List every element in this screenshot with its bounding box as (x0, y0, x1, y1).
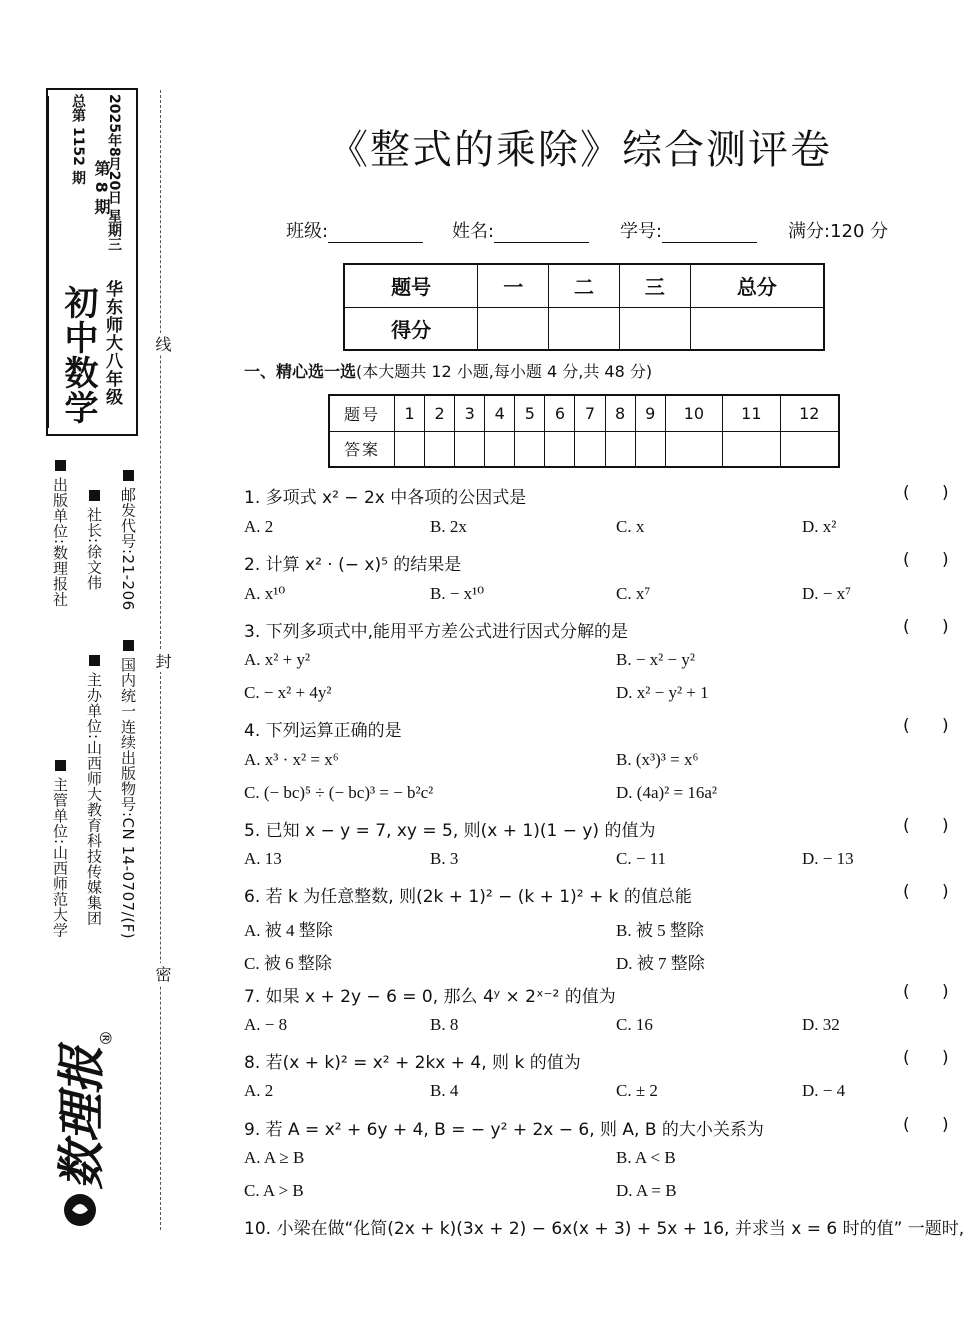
question-stem: 3. 下列多项式中,能用平方差公式进行因式分解的是 (244, 622, 629, 642)
bullet-icon (123, 470, 134, 481)
option[interactable]: A. x³ · x² = x⁶ (244, 750, 339, 769)
option[interactable]: B. − x² − y² (616, 650, 695, 669)
answer-number: 11 (723, 395, 780, 431)
answer-number: 6 (545, 395, 575, 431)
answer-number: 1 (395, 395, 425, 431)
answer-cell[interactable] (395, 431, 425, 467)
student-id-field[interactable]: 学号: (620, 217, 757, 243)
score-cell[interactable] (478, 307, 549, 350)
option[interactable]: B. A < B (616, 1148, 676, 1167)
question-stem: 6. 若 k 为任意整数, 则(2k + 1)² − (k + 1)² + k 的值总能 (244, 887, 692, 907)
masthead-edition: 华东师大八年级 (102, 280, 122, 406)
answer-paren[interactable]: ( ) (903, 882, 949, 902)
masthead-total-issue: 总第 1152 期 (70, 94, 86, 185)
bullet-icon (89, 655, 100, 666)
option[interactable]: A. x¹⁰ (244, 584, 286, 603)
option[interactable]: C. x⁷ (616, 584, 651, 603)
score-cell[interactable] (549, 307, 620, 350)
cut-mark: 封 (151, 650, 174, 672)
answer-paren[interactable]: ( ) (903, 617, 949, 637)
bullet-icon (89, 490, 100, 501)
answer-number: 2 (425, 395, 455, 431)
question-stem: 10. 小梁在做“化简(2x + k)(3x + 2) − 6x(x + 3) + 5x + 16, 并求当 x = 6 时的值” 一题时, (244, 1219, 965, 1239)
svg-text:数理报: 数理报 (54, 1045, 110, 1190)
option[interactable]: B. 4 (430, 1081, 459, 1100)
answer-table (328, 394, 840, 468)
option[interactable]: A. x² + y² (244, 650, 311, 669)
score-header-cell: 一 (478, 264, 549, 307)
answer-paren[interactable]: ( ) (903, 816, 949, 836)
answer-row-label: 答案 (329, 431, 395, 467)
question-stem: 1. 多项式 x² − 2x 中各项的公因式是 (244, 488, 527, 508)
option[interactable]: C. x (616, 517, 645, 536)
class-field[interactable]: 班级: (286, 217, 423, 243)
score-row-label: 得分 (344, 307, 478, 350)
option[interactable]: A. A ≥ B (244, 1148, 305, 1167)
score-header-cell: 二 (549, 264, 620, 307)
option[interactable]: A. 13 (244, 849, 282, 868)
option[interactable]: C. − 11 (616, 849, 667, 868)
answer-paren[interactable]: ( ) (903, 982, 949, 1002)
masthead-date: 2025年8月20日 星期三 (106, 94, 122, 252)
section-note: (本大题共 12 小题,每小题 4 分,共 48 分) (356, 362, 653, 381)
answer-paren[interactable]: ( ) (903, 1048, 949, 1068)
answer-number: 8 (605, 395, 635, 431)
answer-paren[interactable]: ( ) (903, 550, 949, 570)
answer-paren[interactable]: ( ) (903, 716, 949, 736)
answer-number: 7 (575, 395, 605, 431)
answer-cell[interactable] (723, 431, 780, 467)
question-stem: 9. 若 A = x² + 6y + 4, B = − y² + 2x − 6, 则 A, B 的大小关系为 (244, 1120, 764, 1140)
section-title: 一、精心选一选 (244, 362, 357, 381)
option[interactable]: A. 2 (244, 1081, 274, 1100)
answer-number: 12 (780, 395, 839, 431)
answer-cell[interactable] (780, 431, 839, 467)
publisher-line: 出版单位:数理报社 (50, 460, 71, 607)
answer-cell[interactable] (425, 431, 455, 467)
answer-cell[interactable] (545, 431, 575, 467)
answer-paren[interactable]: ( ) (903, 483, 949, 503)
masthead-issue-no: 第 8 期 (92, 160, 111, 215)
option[interactable]: B. 被 5 整除 (616, 921, 704, 940)
answer-cell[interactable] (605, 431, 635, 467)
option[interactable]: D. − 13 (802, 849, 854, 868)
newspaper-logo (40, 1000, 120, 1230)
masthead-bar (46, 96, 49, 428)
score-header-cell: 总分 (690, 264, 824, 307)
bullet-icon (55, 760, 66, 771)
option[interactable]: B. 3 (430, 849, 459, 868)
publisher-line: 主管单位:山西师范大学 (50, 760, 71, 938)
question-stem: 8. 若(x + k)² = x² + 2kx + 4, 则 k 的值为 (244, 1053, 581, 1073)
answer-number: 3 (455, 395, 485, 431)
svg-text:®: ® (96, 1030, 115, 1046)
cut-mark: 密 (151, 963, 174, 985)
option[interactable]: B. 2x (430, 517, 467, 536)
answer-number: 10 (665, 395, 722, 431)
score-table (343, 263, 825, 351)
score-header-cell: 三 (619, 264, 690, 307)
option[interactable]: C. ± 2 (616, 1081, 658, 1100)
answer-header-label: 题号 (329, 395, 395, 431)
publisher-line: 邮发代号:21-206 (118, 470, 139, 611)
score-cell[interactable] (619, 307, 690, 350)
cut-mark: 线 (151, 333, 174, 355)
option[interactable]: A. 2 (244, 517, 274, 536)
option[interactable]: B. − x¹⁰ (430, 584, 485, 603)
score-header-cell: 题号 (344, 264, 478, 307)
question-stem: 5. 已知 x − y = 7, xy = 5, 则(x + 1)(1 − y) 的值为 (244, 821, 656, 841)
answer-paren[interactable]: ( ) (903, 1115, 949, 1135)
answer-number: 4 (485, 395, 515, 431)
full-score: 满分:120 分 (788, 221, 889, 242)
option[interactable]: A. − 8 (244, 1015, 288, 1034)
option[interactable]: D. x² (802, 517, 837, 536)
answer-cell[interactable] (485, 431, 515, 467)
answer-cell[interactable] (665, 431, 722, 467)
option[interactable]: D. 被 7 整除 (616, 954, 705, 973)
option[interactable]: C. − x² + 4y² (244, 683, 332, 702)
option[interactable]: D. A = B (616, 1181, 677, 1200)
publisher-line: 社长:徐文伟 (84, 490, 105, 590)
question-stem: 4. 下列运算正确的是 (244, 721, 402, 741)
option[interactable]: D. − 4 (802, 1081, 846, 1100)
score-cell[interactable] (690, 307, 824, 350)
option[interactable]: D. x² − y² + 1 (616, 683, 709, 702)
publisher-line: 主办单位:山西师大教育科技传媒集团 (84, 655, 105, 926)
name-field[interactable]: 姓名: (452, 217, 589, 243)
answer-cell[interactable] (635, 431, 665, 467)
option[interactable]: C. A > B (244, 1181, 304, 1200)
option[interactable]: B. (x³)³ = x⁶ (616, 750, 699, 769)
bullet-icon (55, 460, 66, 471)
section-heading (244, 359, 652, 382)
publisher-line: 国内统一连续出版物号:CN 14-0707/(F) (118, 640, 139, 939)
option[interactable]: D. − x⁷ (802, 584, 852, 603)
option[interactable]: C. (− bc)⁵ ÷ (− bc)³ = − b²c² (244, 783, 434, 802)
option[interactable]: C. 16 (616, 1015, 653, 1034)
option[interactable]: D. 32 (802, 1015, 840, 1034)
masthead-brand: 初中数学 (58, 285, 98, 425)
question-stem: 2. 计算 x² · (− x)⁵ 的结果是 (244, 555, 462, 575)
answer-number: 5 (515, 395, 545, 431)
answer-cell[interactable] (455, 431, 485, 467)
bullet-icon (123, 640, 134, 651)
question-stem: 7. 如果 x + 2y − 6 = 0, 那么 4ʸ × 2ˣ⁻² 的值为 (244, 987, 616, 1007)
page-title: 《整式的乘除》综合测评卷 (328, 127, 832, 173)
option[interactable]: C. 被 6 整除 (244, 954, 332, 973)
student-info-row (286, 217, 926, 247)
option[interactable]: D. (4a)² = 16a² (616, 783, 717, 802)
option[interactable]: A. 被 4 整除 (244, 921, 333, 940)
answer-number: 9 (635, 395, 665, 431)
answer-cell[interactable] (515, 431, 545, 467)
option[interactable]: B. 8 (430, 1015, 459, 1034)
answer-cell[interactable] (575, 431, 605, 467)
